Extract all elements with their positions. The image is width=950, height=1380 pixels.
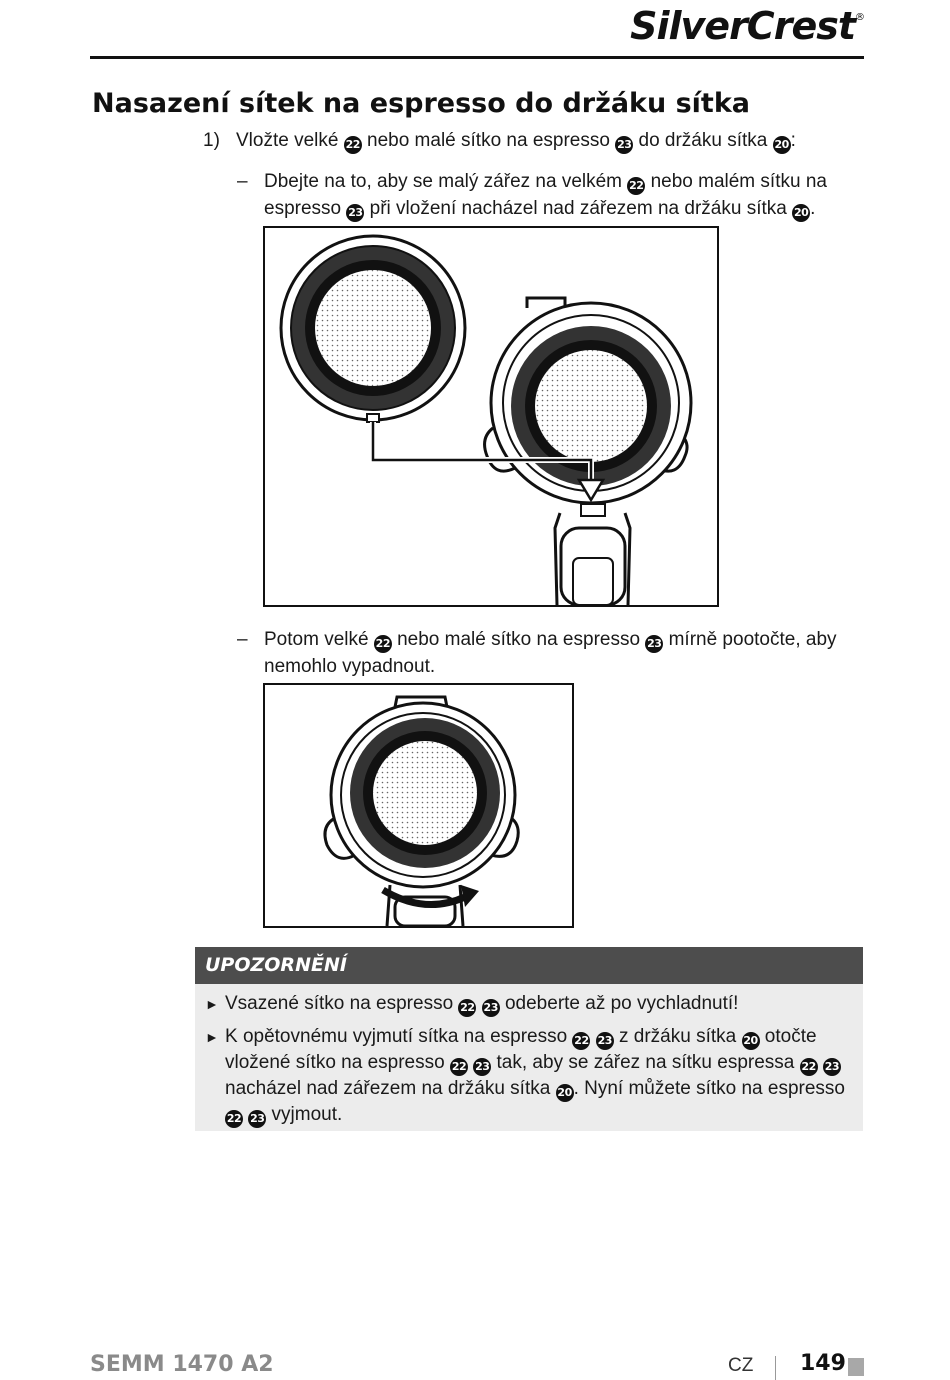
instruction-dash-2 bbox=[237, 626, 837, 680]
insertion-illustration bbox=[263, 226, 719, 607]
ref-marker: 23 bbox=[645, 635, 663, 653]
footer-square-icon bbox=[848, 1358, 864, 1376]
warning-text: K opětovnému vyjmutí sítka na espresso 22 23 z držáku sítka 20 otočte vložené sítko na espresso 22 23 tak, aby se zářez na sítku espressa 22 23 nacházel nad zářezem na držáku sítka 20. Nyní můžete sítko na espresso 22 23 vyjmout. bbox=[225, 1024, 845, 1128]
warning-item-2 bbox=[205, 1024, 845, 1128]
step-1 bbox=[203, 128, 796, 154]
portafilter-holder-icon bbox=[325, 697, 518, 926]
ref-marker: 23 bbox=[615, 136, 633, 154]
ref-marker: 20 bbox=[792, 204, 810, 222]
warning-item-1 bbox=[205, 991, 845, 1017]
ref-marker: 22 bbox=[627, 177, 645, 195]
dash-mark: – bbox=[237, 171, 248, 192]
footer-model: SEMM 1470 A2 bbox=[90, 1352, 274, 1377]
dash-text: Potom velké 22 nebo malé sítko na espresso 23 mírně pootočte, aby nemohlo vypadnout. bbox=[264, 629, 837, 677]
filter-rotation-drawing bbox=[265, 685, 572, 926]
step-number: 1) bbox=[203, 130, 220, 151]
ref-marker: 23 bbox=[473, 1058, 491, 1076]
footer-language: CZ bbox=[728, 1355, 754, 1376]
warning-box bbox=[195, 947, 863, 1131]
page-title: Nasazení sítek na espresso do držáku sítka bbox=[92, 88, 751, 119]
bullet-triangle-icon: ► bbox=[205, 1029, 219, 1045]
ref-marker: 22 bbox=[225, 1110, 243, 1128]
page-number: 149 bbox=[800, 1351, 846, 1376]
ref-marker: 22 bbox=[450, 1058, 468, 1076]
rotation-illustration bbox=[263, 683, 574, 928]
portafilter-holder-icon bbox=[485, 298, 691, 605]
ref-marker: 23 bbox=[248, 1110, 266, 1128]
ref-marker: 20 bbox=[742, 1032, 760, 1050]
dash-text: Dbejte na to, aby se malý zářez na velkém 22 nebo malém sítku na espresso 23 při vložení nacházel nad zářezem na držáku sítka 20. bbox=[264, 168, 837, 222]
step-text: : bbox=[790, 130, 796, 151]
registered-mark: ® bbox=[855, 12, 864, 23]
ref-marker: 20 bbox=[773, 136, 791, 154]
step-text: nebo malé sítko na espresso bbox=[361, 130, 616, 151]
ref-marker: 22 bbox=[458, 999, 476, 1017]
ref-marker: 23 bbox=[346, 204, 364, 222]
ref-marker: 22 bbox=[800, 1058, 818, 1076]
header-rule bbox=[90, 56, 864, 59]
ref-marker: 22 bbox=[572, 1032, 590, 1050]
warning-text: Vsazené sítko na espresso 22 23 odeberte až po vychladnutí! bbox=[225, 991, 845, 1017]
ref-marker: 22 bbox=[374, 635, 392, 653]
brand-logo bbox=[630, 4, 864, 48]
ref-marker: 20 bbox=[556, 1084, 574, 1102]
step-text: Vložte velké bbox=[236, 130, 344, 151]
filter-alignment-drawing bbox=[265, 228, 717, 605]
ref-marker: 23 bbox=[482, 999, 500, 1017]
ref-marker: 22 bbox=[344, 136, 362, 154]
warning-heading: UPOZORNĚNÍ bbox=[195, 947, 863, 984]
ref-marker: 23 bbox=[823, 1058, 841, 1076]
dash-mark: – bbox=[237, 629, 248, 650]
instruction-dash-1 bbox=[237, 168, 837, 222]
step-text: do držáku sítka bbox=[633, 130, 773, 151]
footer-divider bbox=[775, 1356, 776, 1380]
ref-marker: 23 bbox=[596, 1032, 614, 1050]
bullet-triangle-icon: ► bbox=[205, 996, 219, 1012]
brand-name: SilverCrest bbox=[630, 4, 855, 48]
filter-basket-icon bbox=[281, 236, 465, 422]
